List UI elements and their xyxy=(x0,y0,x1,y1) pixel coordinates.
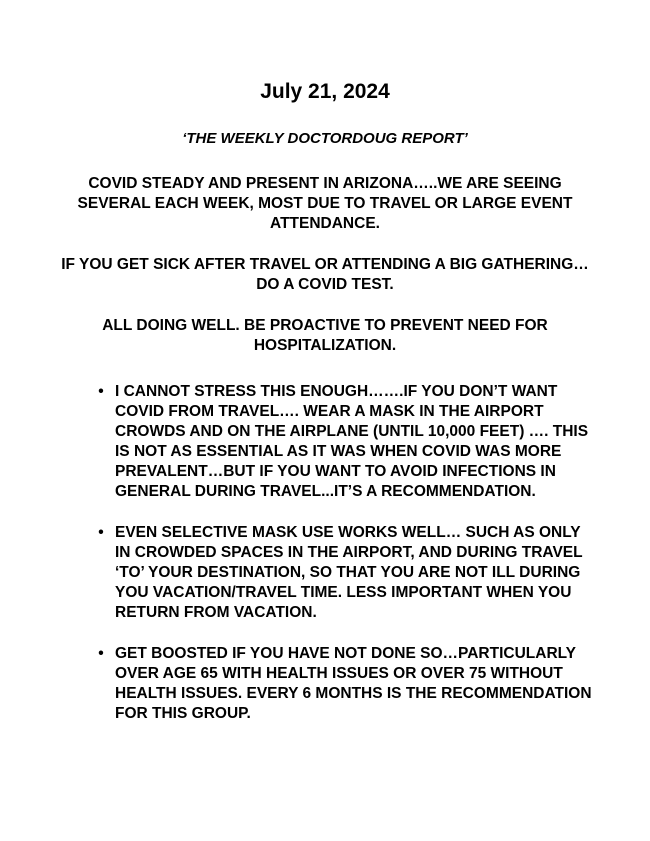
list-item xyxy=(0,382,650,502)
paragraph-covid-test: IF YOU GET SICK AFTER TRAVEL OR ATTENDING A BIG GATHERING…DO A COVID TEST. xyxy=(61,256,589,293)
list-item-text: EVEN SELECTIVE MASK USE WORKS WELL… SUCH AS ONLY IN CROWDED SPACES IN THE AIRPORT, AND DURING TRAVEL ‘TO’ YOUR DESTINATION, SO THAT YOU ARE NOT ILL DURING YOU VACATION/TRAVEL TIME. LESS IMPORTANT WHEN YOU RETURN FROM VACATION. xyxy=(115,524,583,621)
list-item-text: GET BOOSTED IF YOU HAVE NOT DONE SO…PARTICULARLY OVER AGE 65 WITH HEALTH ISSUES OR OVER 75 WITHOUT HEALTH ISSUES. EVERY 6 MONTHS IS THE RECOMMENDATION FOR THIS GROUP. xyxy=(115,645,592,722)
list-item-text: I CANNOT STRESS THIS ENOUGH…….IF YOU DON’T WANT COVID FROM TRAVEL…. WEAR A MASK IN THE AIRPORT CROWDS AND ON THE AIRPLANE (UNTIL 10,000 FEET) …. THIS IS NOT AS ESSENTIAL AS IT WAS WHEN COVID WAS MORE PREVALENT…BUT IF YOU WANT TO AVOID INFECTIONS IN GENERAL DURING TRAVEL...IT’S A RECOMMENDATION. xyxy=(115,383,589,500)
list-item xyxy=(0,523,650,623)
bullet-icon: • xyxy=(98,383,104,400)
paragraph-proactive: ALL DOING WELL. BE PROACTIVE TO PREVENT NEED FOR HOSPITALIZATION. xyxy=(102,317,548,354)
report-date: July 21, 2024 xyxy=(260,80,390,103)
recommendation-list xyxy=(0,382,650,724)
list-item xyxy=(0,644,650,724)
bullet-icon: • xyxy=(98,645,104,662)
bullet-icon: • xyxy=(98,524,104,541)
paragraph-covid-status: COVID STEADY AND PRESENT IN ARIZONA…..WE ARE SEEING SEVERAL EACH WEEK, MOST DUE TO TRAVEL OR LARGE EVENT ATTENDANCE. xyxy=(77,175,573,232)
report-subtitle: ‘THE WEEKLY DOCTORDOUG REPORT’ xyxy=(182,130,468,147)
